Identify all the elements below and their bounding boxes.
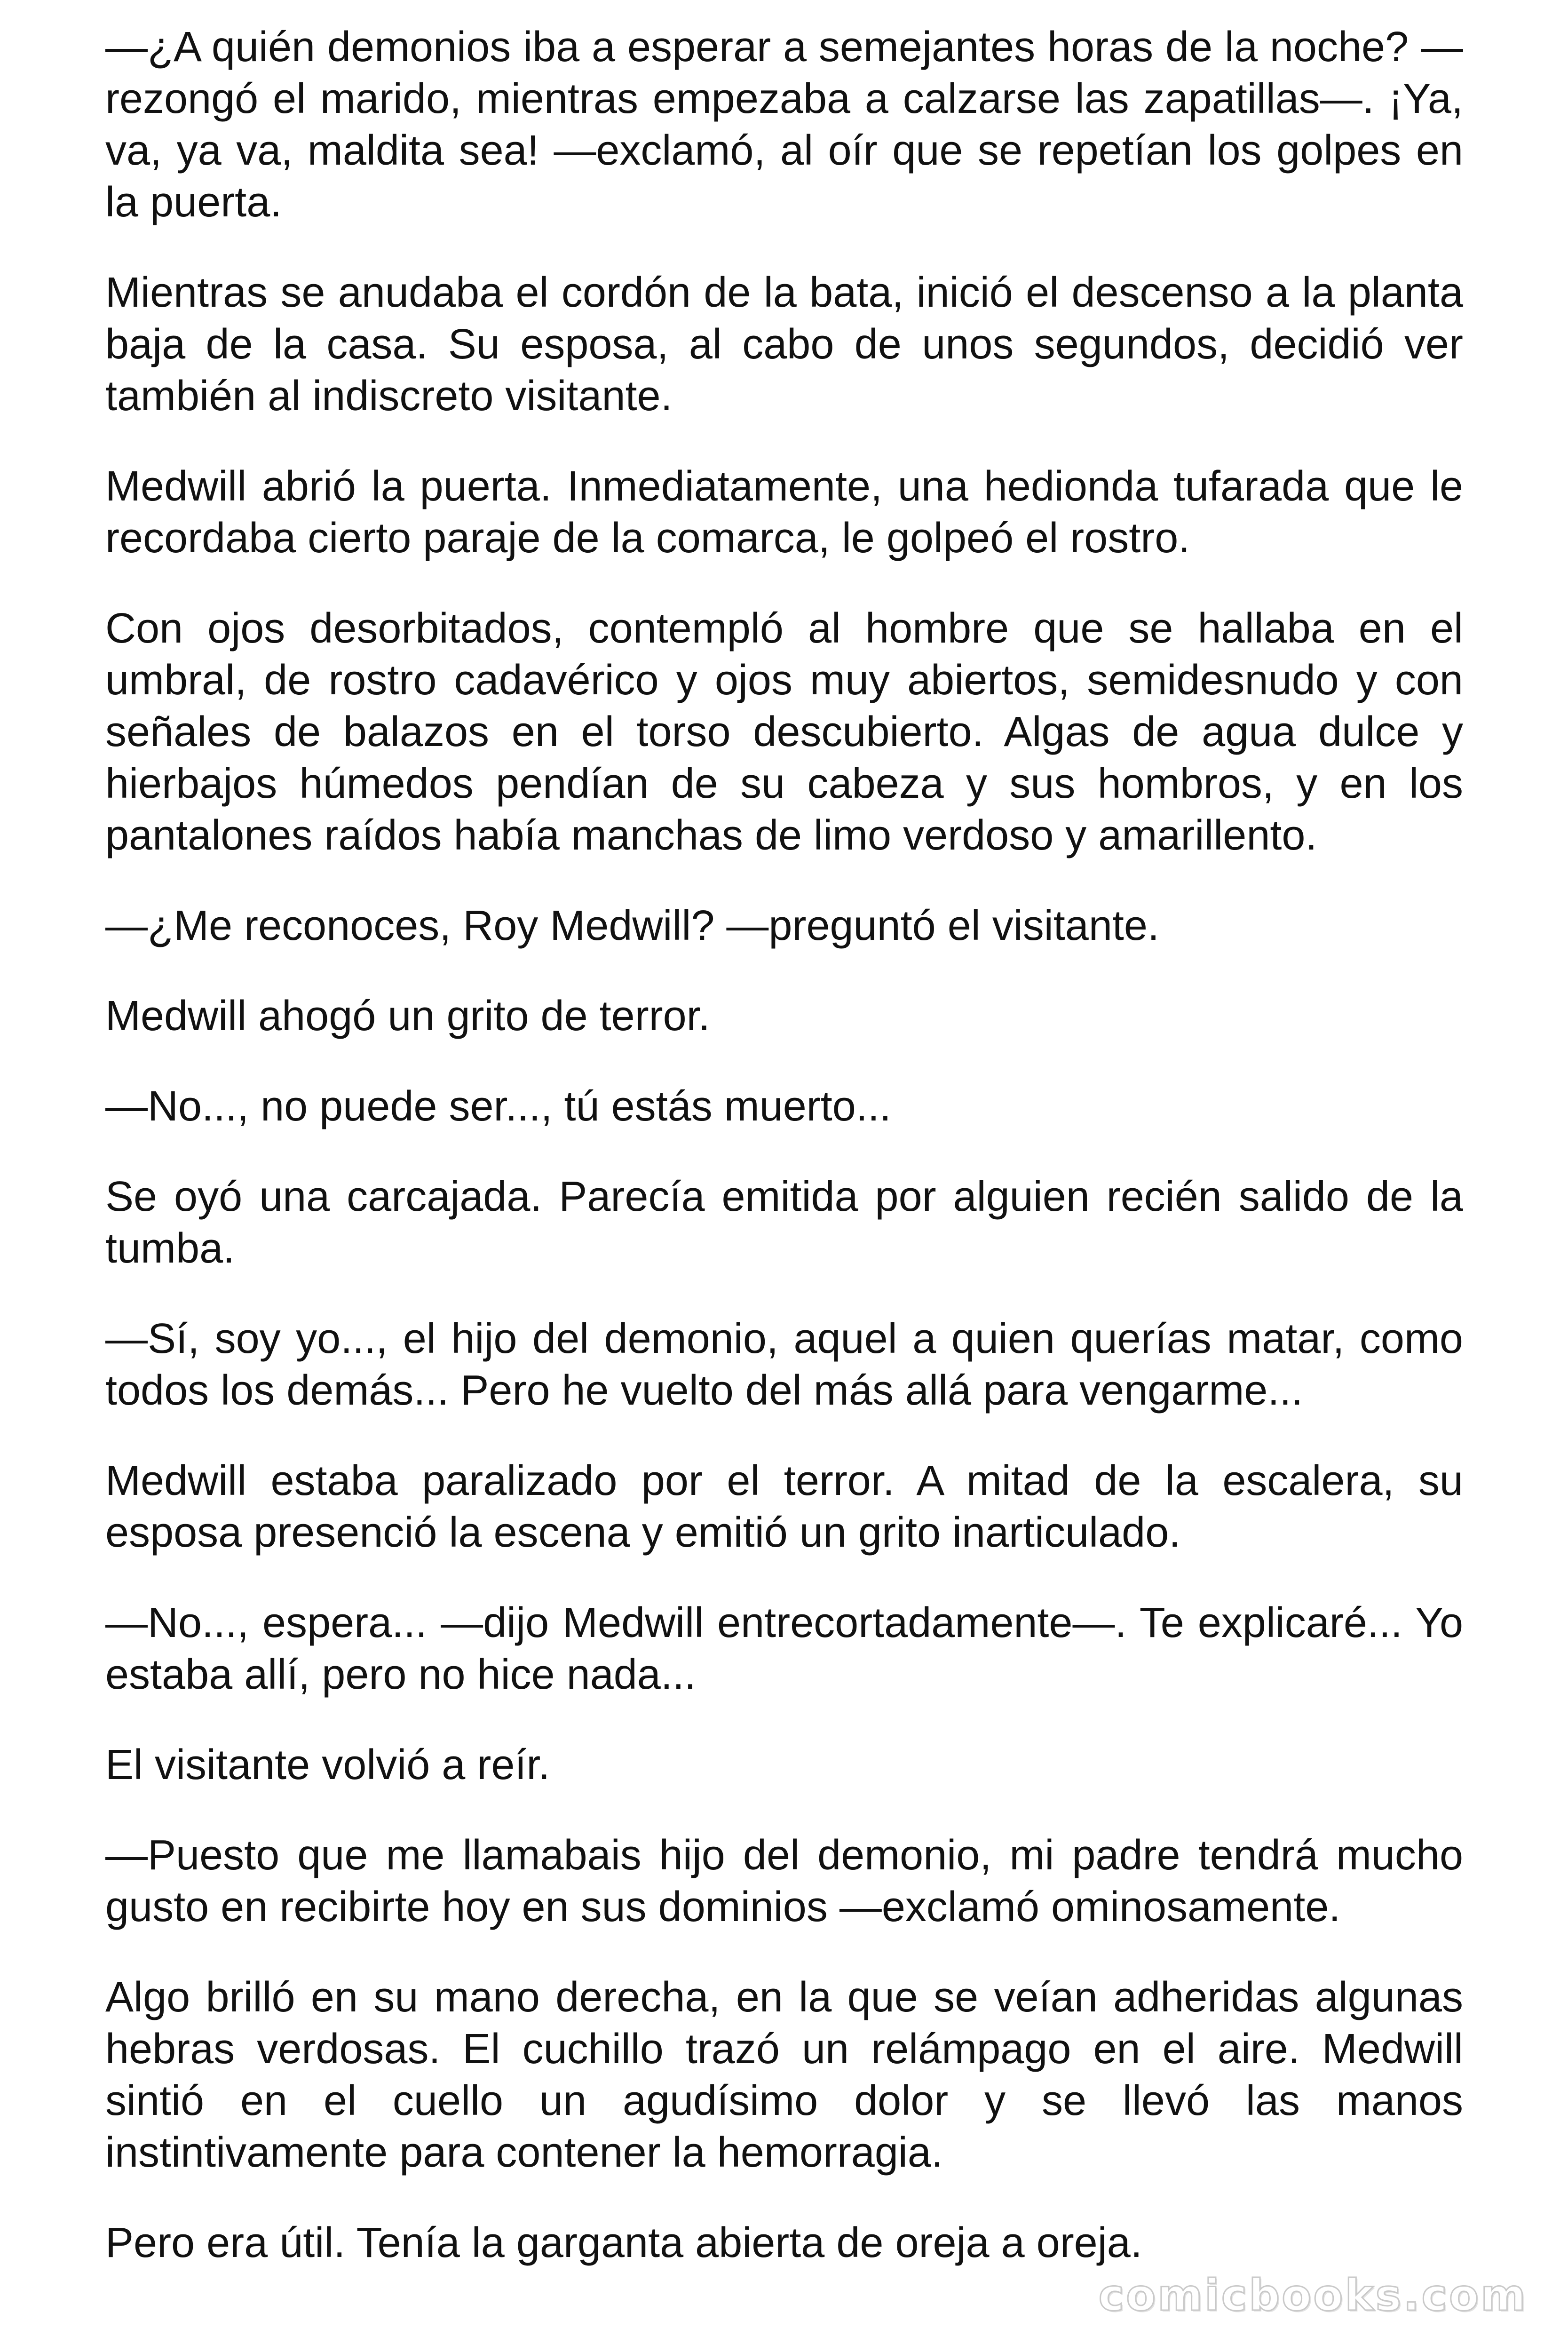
paragraph-5: —¿Me reconoces, Roy Medwill? —preguntó el visitante. xyxy=(105,902,1159,949)
paragraph-1: —¿A quién demonios iba a esperar a semejantes horas de la noche? —rezongó el marido, mientras empezaba a calzarse las zapatillas—. ¡Ya, va, ya va, maldita sea! —exclamó, al oír que se repetían los golpes en la puerta. xyxy=(105,24,1463,226)
watermark-logo: comicbooks.com xyxy=(1098,2270,1528,2320)
paragraph-9: —Sí, soy yo..., el hijo del demonio, aquel a quien querías matar, como todos los demás... Pero he vuelto del más allá para vengarme... xyxy=(105,1315,1463,1414)
paragraph-11: —No..., espera... —dijo Medwill entrecortadamente—. Te explicaré... Yo estaba allí, pero no hice nada... xyxy=(105,1599,1463,1698)
paragraph-10: Medwill estaba paralizado por el terror. A mitad de la escalera, su esposa presenció la escena y emitió un grito inarticulado. xyxy=(105,1457,1463,1556)
paragraph-12: El visitante volvió a reír. xyxy=(105,1741,550,1788)
paragraph-7: —No..., no puede ser..., tú estás muerto... xyxy=(105,1083,891,1130)
paragraph-13: —Puesto que me llamabais hijo del demonio, mi padre tendrá mucho gusto en recibirte hoy en sus dominios —exclamó ominosamente. xyxy=(105,1832,1463,1931)
paragraph-8: Se oyó una carcajada. Parecía emitida por alguien recién salido de la tumba. xyxy=(105,1173,1463,1272)
paragraph-4: Con ojos desorbitados, contempló al hombre que se hallaba en el umbral, de rostro cadavérico y ojos muy abiertos, semidesnudo y con señales de balazos en el torso descubierto. Algas de agua dulce y hierbajos húmedos pendían de su cabeza y sus hombros, y en los pantalones raídos había manchas de limo verdoso y amarillento. xyxy=(105,605,1463,859)
paragraph-6: Medwill ahogó un grito de terror. xyxy=(105,993,710,1040)
text-column xyxy=(105,21,1463,2269)
paragraph-15: Pero era útil. Tenía la garganta abierta de oreja a oreja. xyxy=(105,2219,1142,2266)
paragraph-3: Medwill abrió la puerta. Inmediatamente, una hedionda tufarada que le recordaba cierto paraje de la comarca, le golpeó el rostro. xyxy=(105,463,1463,562)
paragraph-2: Mientras se anudaba el cordón de la bata, inició el descenso a la planta baja de la casa. Su esposa, al cabo de unos segundos, decidió ver también al indiscreto visitante. xyxy=(105,269,1463,420)
paragraph-14: Algo brilló en su mano derecha, en la que se veían adheridas algunas hebras verdosas. El cuchillo trazó un relámpago en el aire. Medwill sintió en el cuello un agudísimo dolor y se llevó las manos instintivamente para contener la hemorragia. xyxy=(105,1974,1463,2176)
